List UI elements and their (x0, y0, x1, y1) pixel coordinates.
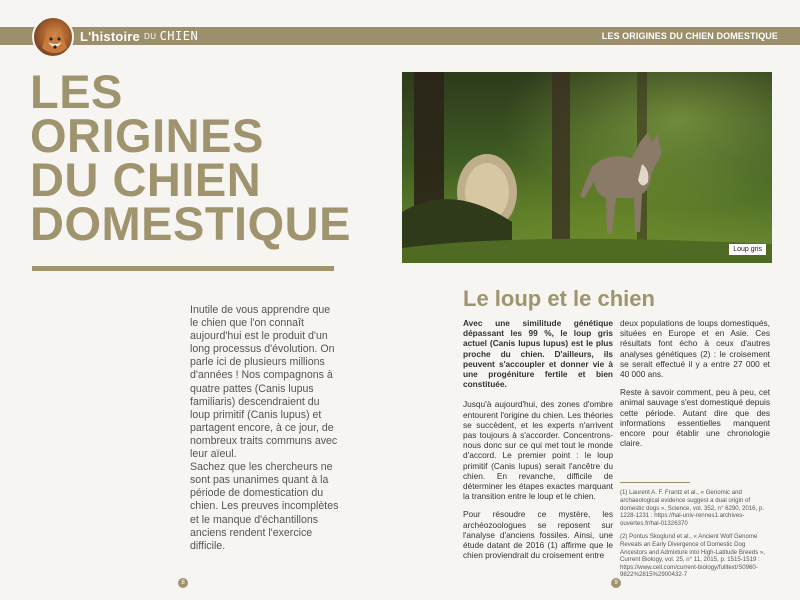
page-number-left: 8 (178, 578, 188, 588)
article-column-2 (620, 318, 770, 585)
footnote: (2) Pontus Skoglund et al., « Ancient Wolf Genome Reveals an Early Divergence of Domestic Dog Ancestors and Admixture into High-Latitude Breeds », Current Biology, vol. 25, n° 11, 2015, p. 1515-1519 : https://www.cell.com/current-biology/fulltext/S0960-9822%2815%2900432-7 (620, 533, 765, 579)
title-line: LES (30, 65, 123, 118)
dog-logo-icon (32, 16, 74, 58)
title-line: DU CHIEN (30, 153, 262, 206)
page-number-right: 9 (611, 578, 621, 588)
article-paragraph: deux populations de loups domestiqués, situées en Europe et en Asie. Ces résultats font écho à ceux d'autres analyses génétiques (2) : le croisement se serait effectué il y a entre 27 000 et 40 000 ans. (620, 318, 770, 380)
intro-paragraph: Inutile de vous apprendre que le chien que l'on connaît aujourd'hui est le produit d'un long processus d'évolution. On parle ici de plusieurs millions d'années ! Nos compagnons à quatre pattes (Canis lupus familiaris) descendraient du loup primitif (Canis lupus) et partagent encore, à ce jour, de nombreux traits communs avec leur aïeul. (190, 304, 338, 461)
header-band (0, 27, 800, 45)
title-line: DOMESTIQUE (30, 197, 351, 250)
article-heading: Le loup et le chien (463, 286, 655, 311)
article-paragraph: Reste à savoir comment, peu à peu, cet animal sauvage s'est domestiqué depuis cette période. Autant dire que des informations essentielles manquent encore pour établir une chronologie claire. (620, 387, 770, 449)
series-title (80, 27, 198, 45)
photo-caption: Loup gris (729, 244, 766, 255)
intro-paragraph: Sachez que les chercheurs ne sont pas unanimes quant à la période de domestication du chien. Les preuves incomplètes et le manque d'échantillons anciens rendent l'exercice difficile. (190, 461, 339, 552)
title-line: ORIGINES (30, 109, 264, 162)
article-column-1 (463, 318, 613, 568)
section-title: LES ORIGINES DU CHIEN DOMESTIQUE (601, 31, 778, 41)
footnote: (1) Laurent A. F. Frantz et al., « Genomic and archaeological evidence suggest a dual origin of domestic dogs », Science, vol. 352, n° 6290, 2016, p. 1228-1231 : https://hal-univ-rennes1.archives-ouvertes.fr/hal-01326370 (620, 489, 765, 527)
article-paragraph: Pour résoudre ce mystère, les archéozoologues se reposent sur l'analyse d'anciens fossiles. Ainsi, une étude datant de 2016 (1) affirme que le chien proviendrait du croisement entre (463, 509, 613, 561)
series-title-main: L'histoire (80, 28, 140, 44)
series-title-chien: CHIEN (159, 29, 199, 43)
intro-text (190, 304, 340, 553)
wolf-photo (402, 72, 772, 263)
series-title-du: DU (144, 31, 157, 41)
title-divider (32, 266, 334, 271)
page-title (30, 65, 360, 250)
article-paragraph: Jusqu'à aujourd'hui, des zones d'ombre entourent l'origine du chien. Les théories se succèdent, et les experts n'arrivent pas toujours à s'accorder. Concentrons-nous donc sur ce qui met tout le monde d'accord. Le premier point : le loup primitif (Canis lupus) serait l'ancêtre du chien. En revanche, difficile de déterminer les étapes exactes marquant la transition entre le loup et le chien. (463, 399, 613, 502)
footnote-divider (620, 482, 690, 483)
article-lead: Avec une similitude génétique dépassant les 99 %, le loup gris actuel (Canis lupus lupus) est le plus proche du chien. D'ailleurs, ils peuvent s'accoupler et donner vie à une progéniture fertile et bien constituée. (463, 318, 613, 390)
